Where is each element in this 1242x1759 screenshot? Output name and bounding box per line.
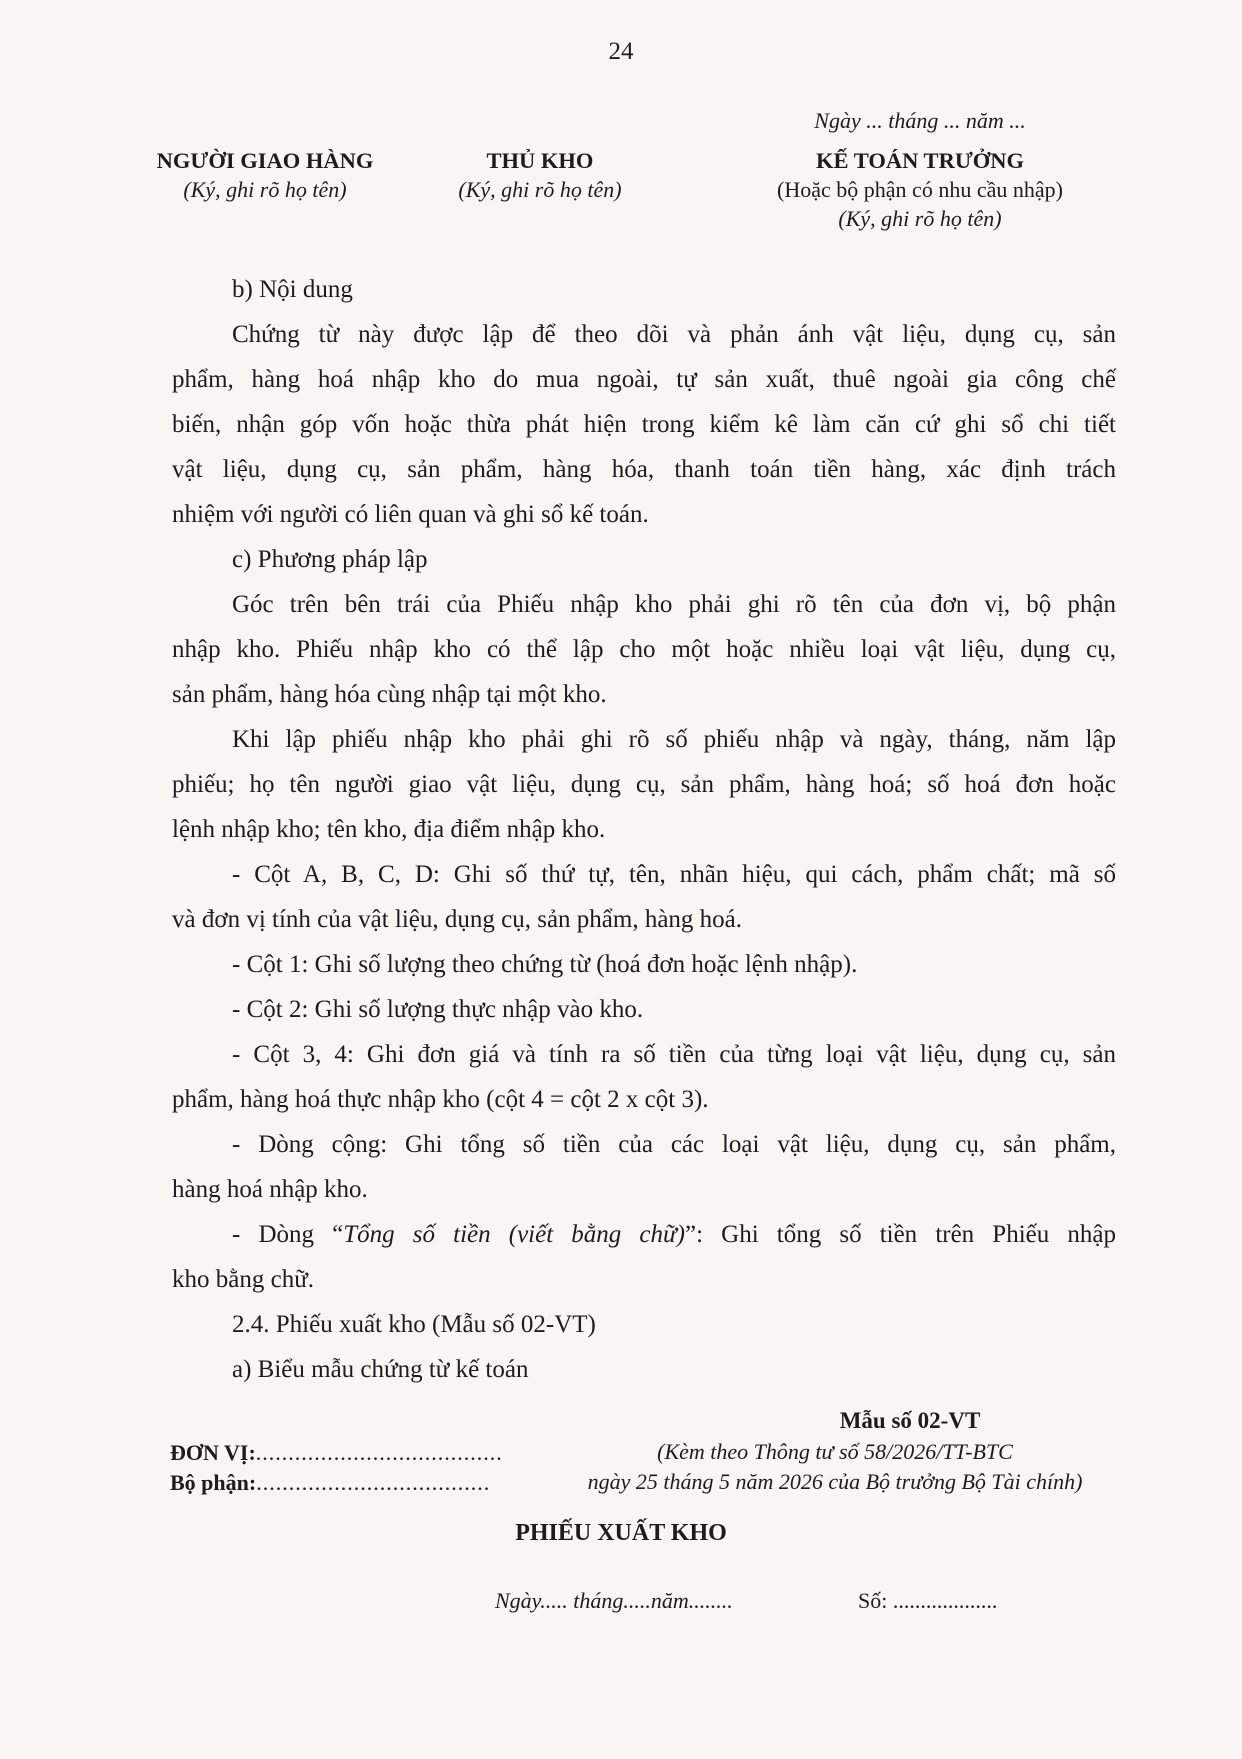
para1-line2: phẩm, hàng hoá nhập kho do mua ngoài, tự sản xuất, thuê ngoài gia công chế	[172, 366, 1116, 393]
storekeeper-title: THỦ KHO	[486, 148, 594, 173]
unit-field	[170, 1440, 503, 1466]
para9-line1	[232, 1221, 1116, 1249]
unit-label: ĐƠN VỊ:	[170, 1440, 256, 1465]
page-number: 24	[608, 38, 634, 65]
chief-accountant-note1: (Hoặc bộ phận có nhu cầu nhập)	[777, 177, 1063, 202]
para7-line2: phẩm, hàng hoá thực nhập kho (cột 4 = cột 2 x cột 3).	[172, 1086, 709, 1113]
para7-line1: - Cột 3, 4: Ghi đơn giá và tính ra số tiền của từng loại vật liệu, dụng cụ, sản	[232, 1041, 1116, 1068]
heading-a: a) Biểu mẫu chứng từ kế toán	[232, 1356, 529, 1383]
para1-line1: Chứng từ này được lập để theo dõi và phản ánh vật liệu, dụng cụ, sản	[232, 321, 1116, 348]
para1-line4: vật liệu, dụng cụ, sản phẩm, hàng hóa, thanh toán tiền hàng, xác định trách	[172, 456, 1116, 483]
para6: - Cột 2: Ghi số lượng thực nhập vào kho.	[232, 996, 644, 1023]
para1-line3: biến, nhận góp vốn hoặc thừa phát hiện trong kiểm kê làm căn cứ ghi sổ chi tiết	[172, 411, 1116, 438]
para1-line5: nhiệm với người có liên quan và ghi sổ kế toán.	[172, 501, 649, 528]
form-code: Mẫu số 02-VT	[839, 1408, 981, 1433]
para4-line2: và đơn vị tính của vật liệu, dụng cụ, sản phẩm, hàng hoá.	[172, 906, 743, 933]
para9-italic: Tổng số tiền (viết bằng chữ)	[343, 1221, 685, 1248]
department-label: Bộ phận:	[170, 1470, 257, 1495]
heading-2-4: 2.4. Phiếu xuất kho (Mẫu số 02-VT)	[232, 1311, 596, 1338]
para9-prefix: - Dòng “	[232, 1221, 344, 1248]
form-reference-line2: ngày 25 tháng 5 năm 2026 của Bộ trưởng Bộ Tài chính)	[587, 1469, 1083, 1494]
para2-line2: nhập kho. Phiếu nhập kho có thể lập cho một hoặc nhiều loại vật liệu, dụng cụ,	[172, 636, 1116, 663]
department-field	[170, 1470, 490, 1496]
form-number-line: Số: ...................	[858, 1588, 998, 1613]
storekeeper-note: (Ký, ghi rõ họ tên)	[458, 177, 622, 202]
para9-suffix: ”: Ghi tổng số tiền trên Phiếu nhập	[684, 1221, 1116, 1248]
form-reference-line1: (Kèm theo Thông tư số 58/2026/TT-BTC	[657, 1439, 1013, 1464]
heading-b: b) Nội dung	[232, 276, 353, 303]
chief-accountant-note2: (Ký, ghi rõ họ tên)	[838, 206, 1002, 231]
para4-line1: - Cột A, B, C, D: Ghi số thứ tự, tên, nhãn hiệu, qui cách, phẩm chất; mã số	[232, 861, 1116, 888]
form-date-line: Ngày..... tháng.....năm........	[495, 1588, 733, 1613]
unit-fill: ......................................	[255, 1440, 503, 1465]
para3-line2: phiếu; họ tên người giao vật liệu, dụng cụ, sản phẩm, hàng hoá; số hoá đơn hoặc	[172, 771, 1116, 798]
department-fill: ....................................	[256, 1470, 491, 1495]
para5: - Cột 1: Ghi số lượng theo chứng từ (hoá đơn hoặc lệnh nhập).	[232, 951, 858, 978]
para3-line1: Khi lập phiếu nhập kho phải ghi rõ số phiếu nhập và ngày, tháng, năm lập	[232, 726, 1116, 753]
para8-line2: hàng hoá nhập kho.	[172, 1176, 368, 1203]
chief-accountant-title: KẾ TOÁN TRƯỞNG	[816, 148, 1024, 173]
para8-line1: - Dòng cộng: Ghi tổng số tiền của các loại vật liệu, dụng cụ, sản phẩm,	[232, 1131, 1116, 1158]
deliverer-note: (Ký, ghi rõ họ tên)	[183, 177, 347, 202]
form-title: PHIẾU XUẤT KHO	[515, 1520, 727, 1546]
heading-c: c) Phương pháp lập	[232, 546, 428, 573]
para9-line2: kho bằng chữ.	[172, 1266, 314, 1293]
signature-date-line: Ngày ... tháng ... năm ...	[814, 108, 1026, 133]
para2-line3: sản phẩm, hàng hóa cùng nhập tại một kho.	[172, 681, 607, 708]
deliverer-title: NGƯỜI GIAO HÀNG	[156, 148, 374, 173]
para3-line3: lệnh nhập kho; tên kho, địa điểm nhập kho.	[172, 816, 606, 843]
para2-line1: Góc trên bên trái của Phiếu nhập kho phải ghi rõ tên của đơn vị, bộ phận	[232, 591, 1116, 618]
